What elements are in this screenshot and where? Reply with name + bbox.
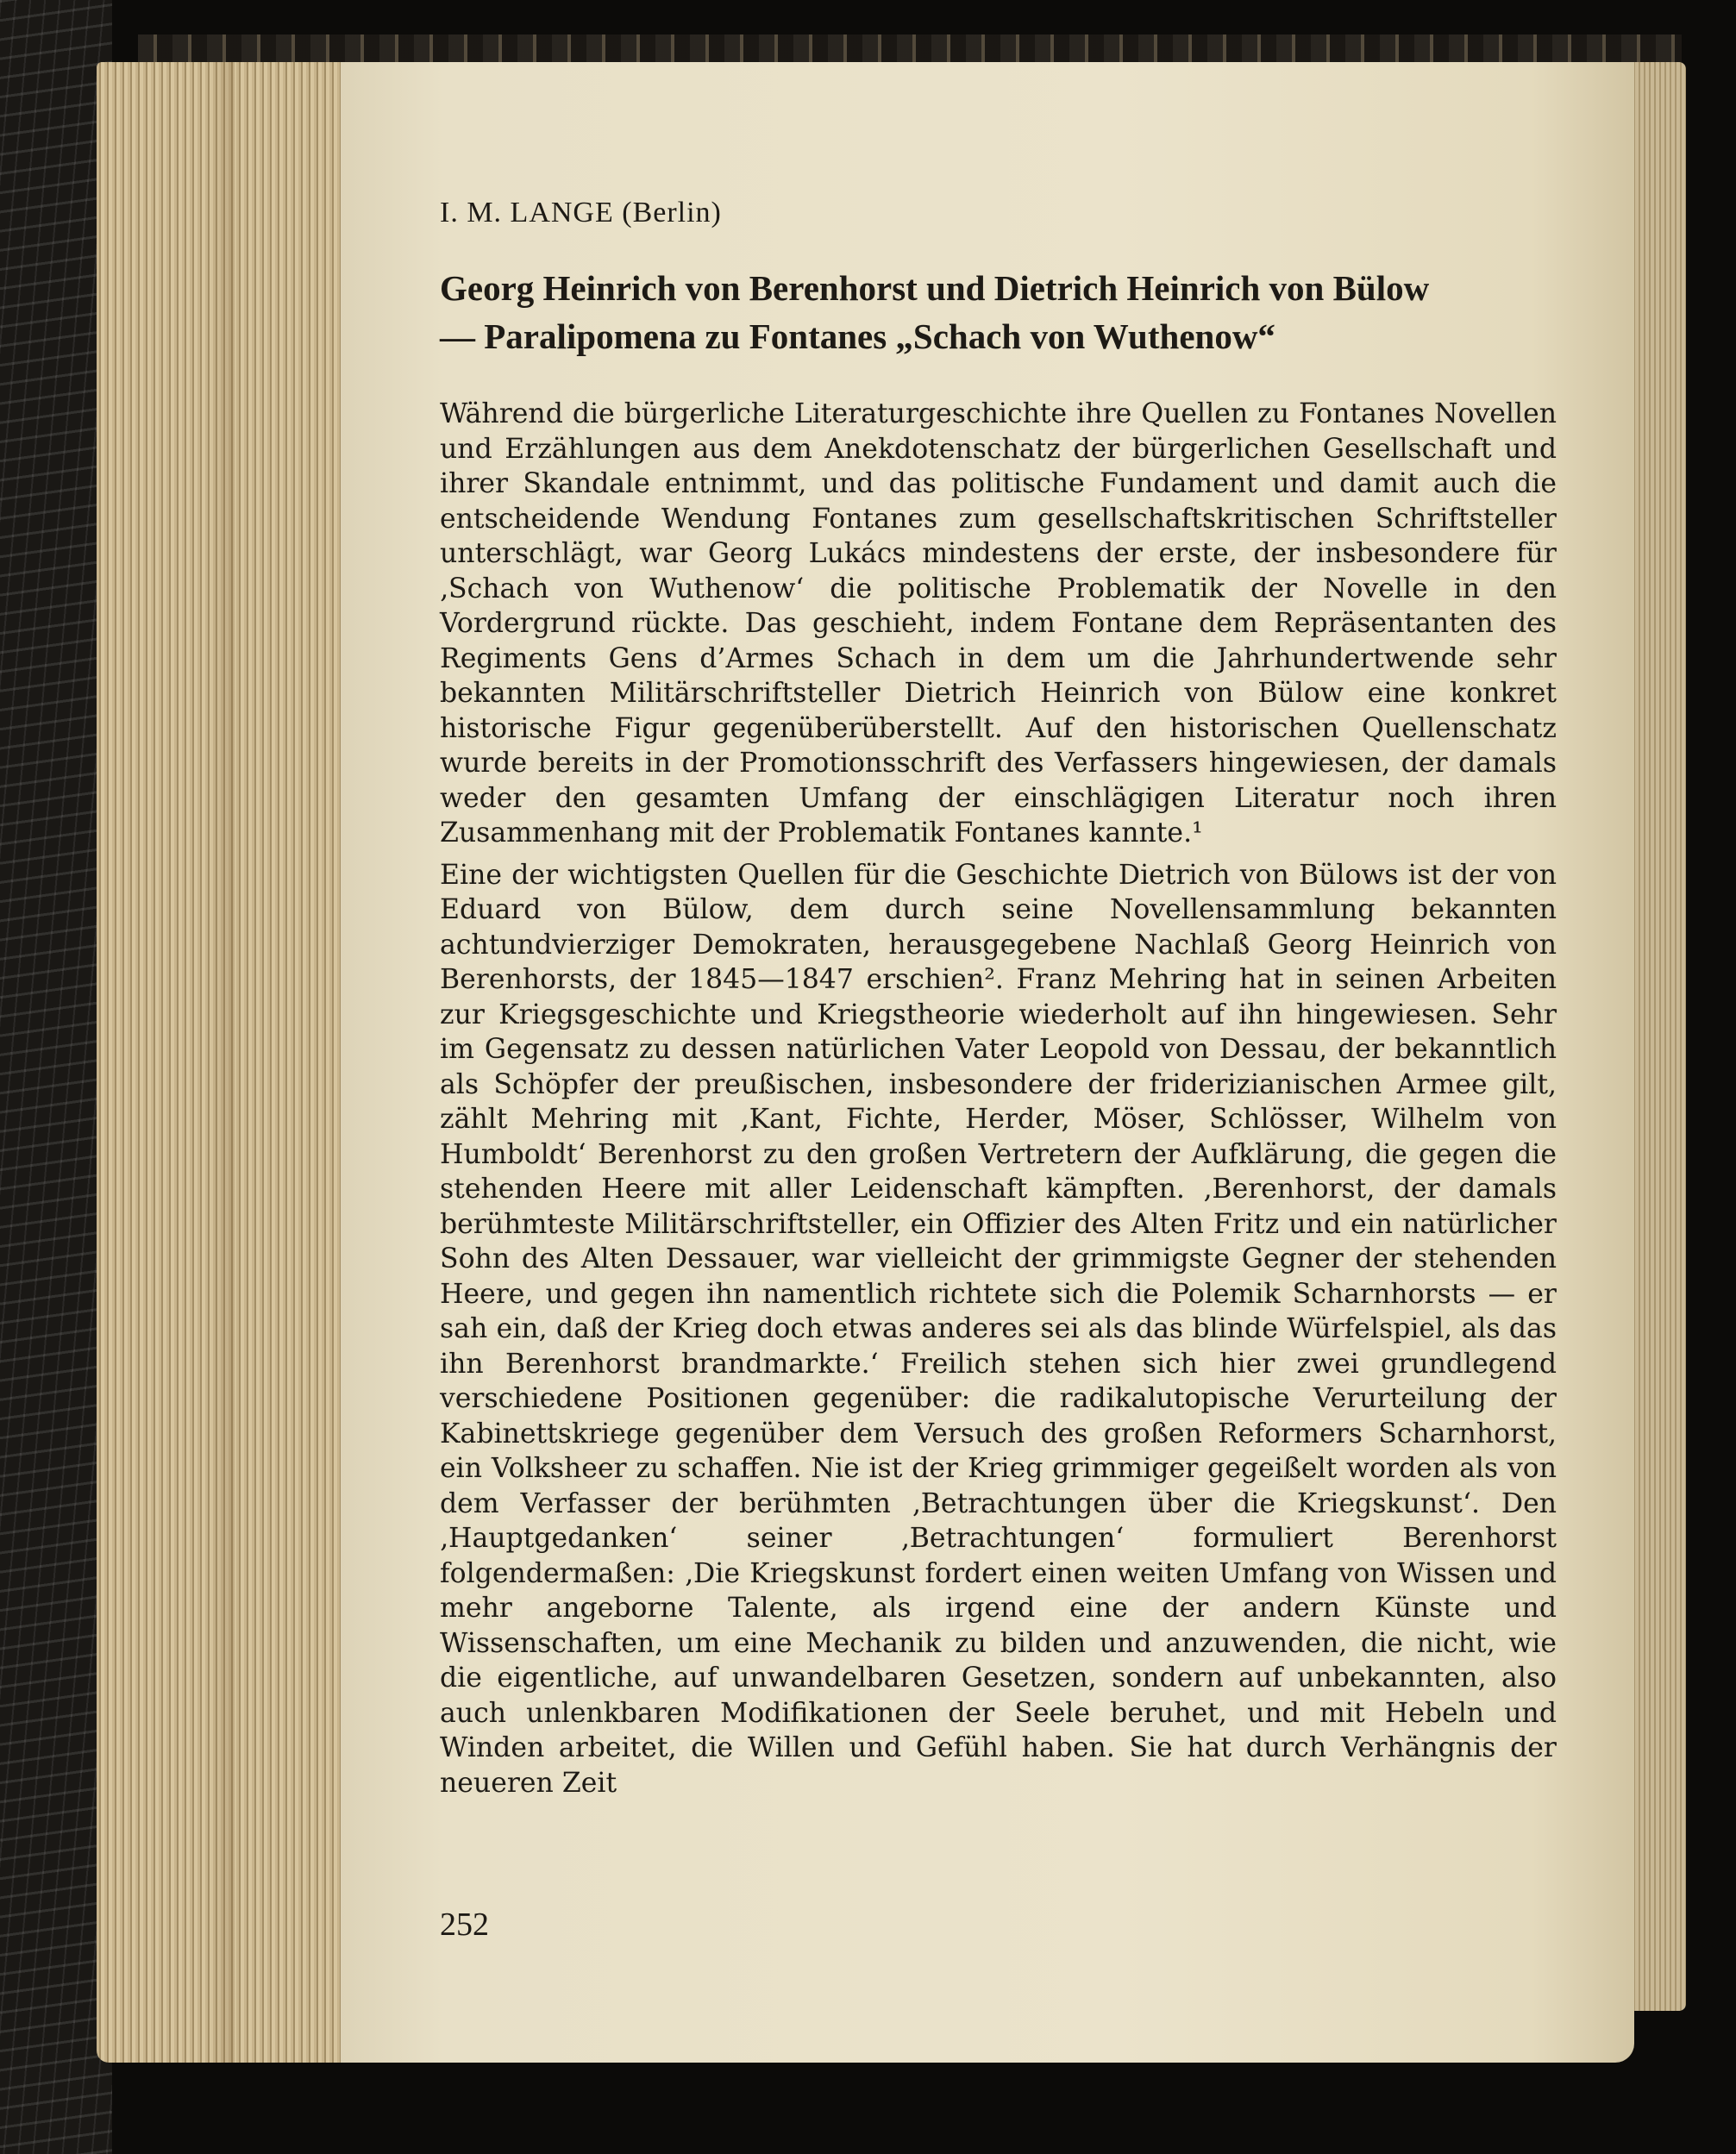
article-title-line-1: Georg Heinrich von Berenhorst und Dietrich Heinrich von Bülow [440,268,1430,308]
body-paragraph-1: Während die bürgerliche Literaturgeschichte ihre Quellen zu Fontanes Novellen und Erzählungen aus dem Anekdotenschatz der bürgerlichen Gesellschaft und ihrer Skandale entnimmt, und das politische Fundament und damit auch die entscheidende Wendung Fontanes zum gesellschaftskritischen Schriftsteller unterschlägt, war Georg Lukács mindestens der erste, der insbesondere für ‚Schach von Wuthenow‘ die politische Problematik der Novelle in den Vordergrund rückte. Das geschieht, indem Fontane dem Repräsentanten des Regiments Gens d’Armes Schach in dem um die Jahrhundertwende sehr bekannten Militärschriftsteller Dietrich Heinrich von Bülow eine konkret historische Figur gegenüberüberstellt. Auf den historischen Quellenschatz wurde bereits in der Promotionsschrift des Verfassers hingewiesen, der damals weder den gesamten Umfang der einschlägigen Literatur noch ihren Zusammenhang mit der Problematik Fontanes kannte.¹ [440,398,1557,848]
body-paragraph-2: Eine der wichtigsten Quellen für die Geschichte Dietrich von Bülows ist der von Eduard von Bülow, dem durch seine Novellensammlung bekannten achtundvierziger Demokraten, herausgegebene Nachlaß Georg Heinrich von Berenhorsts, der 1845—1847 erschien². Franz Mehring hat in seinen Arbeiten zur Kriegsgeschichte und Kriegstheorie wiederholt auf ihn hingewiesen. Sehr im Gegensatz zu dessen natürlichen Vater Leopold von Dessau, der bekanntlich als Schöpfer der preußischen, insbesondere der friderizianischen Armee gilt, zählt Mehring mit ‚Kant, Fichte, Herder, Möser, Schlösser, Wilhelm von Humboldt‘ Berenhorst zu den großen Vertretern der Aufklärung, die gegen die stehenden Heere mit aller Leidenschaft kämpften. ‚Berenhorst, der damals berühmteste Militärschriftsteller, ein Offizier des Alten Fritz und ein natürlicher Sohn des Alten Dessauer, war vielleicht der grimmigste Gegner der stehenden Heere, und gegen ihn namentlich richtete sich die Polemik Scharnhorsts — er sah ein, daß der Krieg doch etwas anderes sei als das blinde Würfelspiel, als das ihn Berenhorst brandmarkte.‘ Freilich stehen sich hier zwei grundlegend verschiedene Positionen gegenüber: die radikalutopische Verurteilung der Kabinettskriege gegenüber dem Versuch des großen Reformers Scharnhorst, ein Volksheer zu schaffen. Nie ist der Krieg grimmiger gegeißelt worden als von dem Verfasser der berühmten ‚Betrachtungen über die Kriegskunst‘. Den ‚Hauptgedanken‘ seiner ‚Betrachtungen‘ formuliert Berenhorst folgendermaßen: ‚Die Kriegskunst fordert einen weiten Umfang von Wissen und mehr angeborne Talente, als irgend eine der andern Künste und Wissenschaften, um eine Mechanik zu bilden und anzuwenden, die nicht, wie die eigentliche, auf unwandelbaren Gesetzen, sondern auf unbekannten, also auch unlenkbaren Modifikationen der Seele beruhet, und mit Hebeln und Winden arbeitet, die Willen und Gefühl haben. Sie hat durch Verhängnis der neueren Zeit [440,859,1557,1799]
article-author: I. M. LANGE (Berlin) [440,197,722,229]
article-title [440,264,1557,360]
book-binding [0,0,112,2154]
page-edges-stack [97,62,355,2063]
page-content [440,197,1557,1807]
page-number: 252 [440,1907,489,1943]
article-title-line-2: — Paralipomena zu Fontanes „Schach von Wuthenow“ [440,316,1275,356]
facing-page-edge [1630,62,1686,2011]
